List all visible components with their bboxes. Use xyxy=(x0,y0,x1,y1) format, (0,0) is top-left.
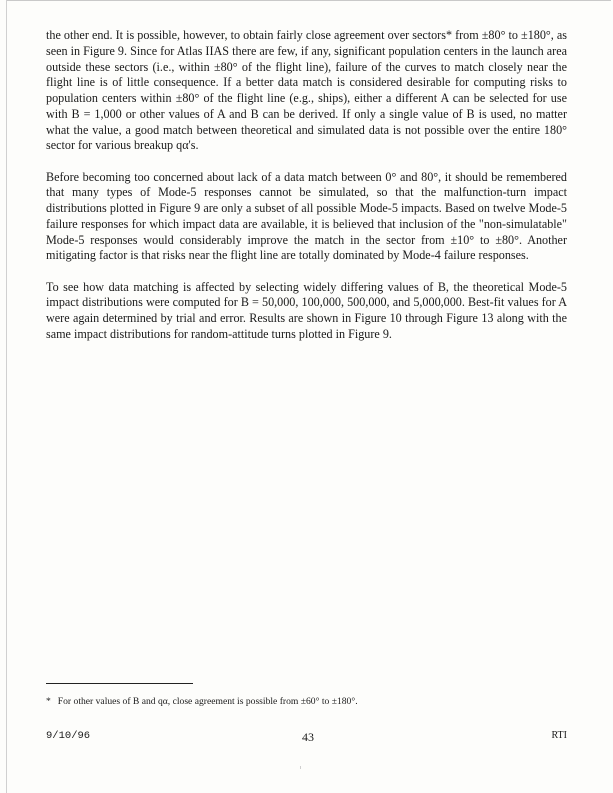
scan-speck xyxy=(300,766,301,769)
page-edge-left xyxy=(6,0,7,793)
footnote xyxy=(46,696,567,708)
paragraph-1: the other end. It is possible, however, to obtain fairly close agreement over sectors* from ±80° to ±180°, as seen in Figure 9. Since for Atlas IIAS there are few, if any, significant population centers in the launch area outside these sectors (i.e., within ±80° of the flight line), failure of the curves to match closely near the flight line is of little consequence. If a better data match is considered desirable for computing risks to population centers within ±80° of the flight line (e.g., ships), either a different A can be selected for use with B = 1,000 or other values of A and B can be derived. If only a single value of B is used, no matter what the value, a good match between theoretical and simulated data is not possible over the entire 180° sector for various breakup qα's. xyxy=(46,28,567,153)
paragraph-3: To see how data matching is affected by selecting widely differing values of B, the theoretical Mode-5 impact distributions were computed for B = 50,000, 100,000, 500,000, and 5,000,000. Best-fit values for A were again determined by trial and error. Results are shown in Figure 10 through Figure 13 along with the same impact distributions for random-attitude turns plotted in Figure 9. xyxy=(46,279,567,341)
footnote-separator xyxy=(46,683,193,684)
paragraph-2: Before becoming too concerned about lack of a data match between 0° and 80°, it should be remembered that many types of Mode-5 responses cannot be simulated, so that the malfunction-turn impact distributions plotted in Figure 9 are only a subset of all possible Mode-5 impacts. Based on twelve Mode-5 failure responses for which impact data are available, it is believed that inclusion of the "non-simulatable" Mode-5 responses would considerably improve the match in the sector from ±10° to ±80°. Another mitigating factor is that risks near the flight line are totally dominated by Mode-4 failure responses. xyxy=(46,169,567,263)
footer-organization: RTI xyxy=(551,730,567,741)
body-text xyxy=(46,28,567,358)
page-number: 43 xyxy=(302,730,314,744)
footnote-mark: * xyxy=(46,696,51,707)
page-edge-top xyxy=(6,0,611,1)
footnote-text: For other values of B and qα, close agreement is possible from ±60° to ±180°. xyxy=(57,696,358,707)
footer-date: 9/10/96 xyxy=(46,730,91,742)
